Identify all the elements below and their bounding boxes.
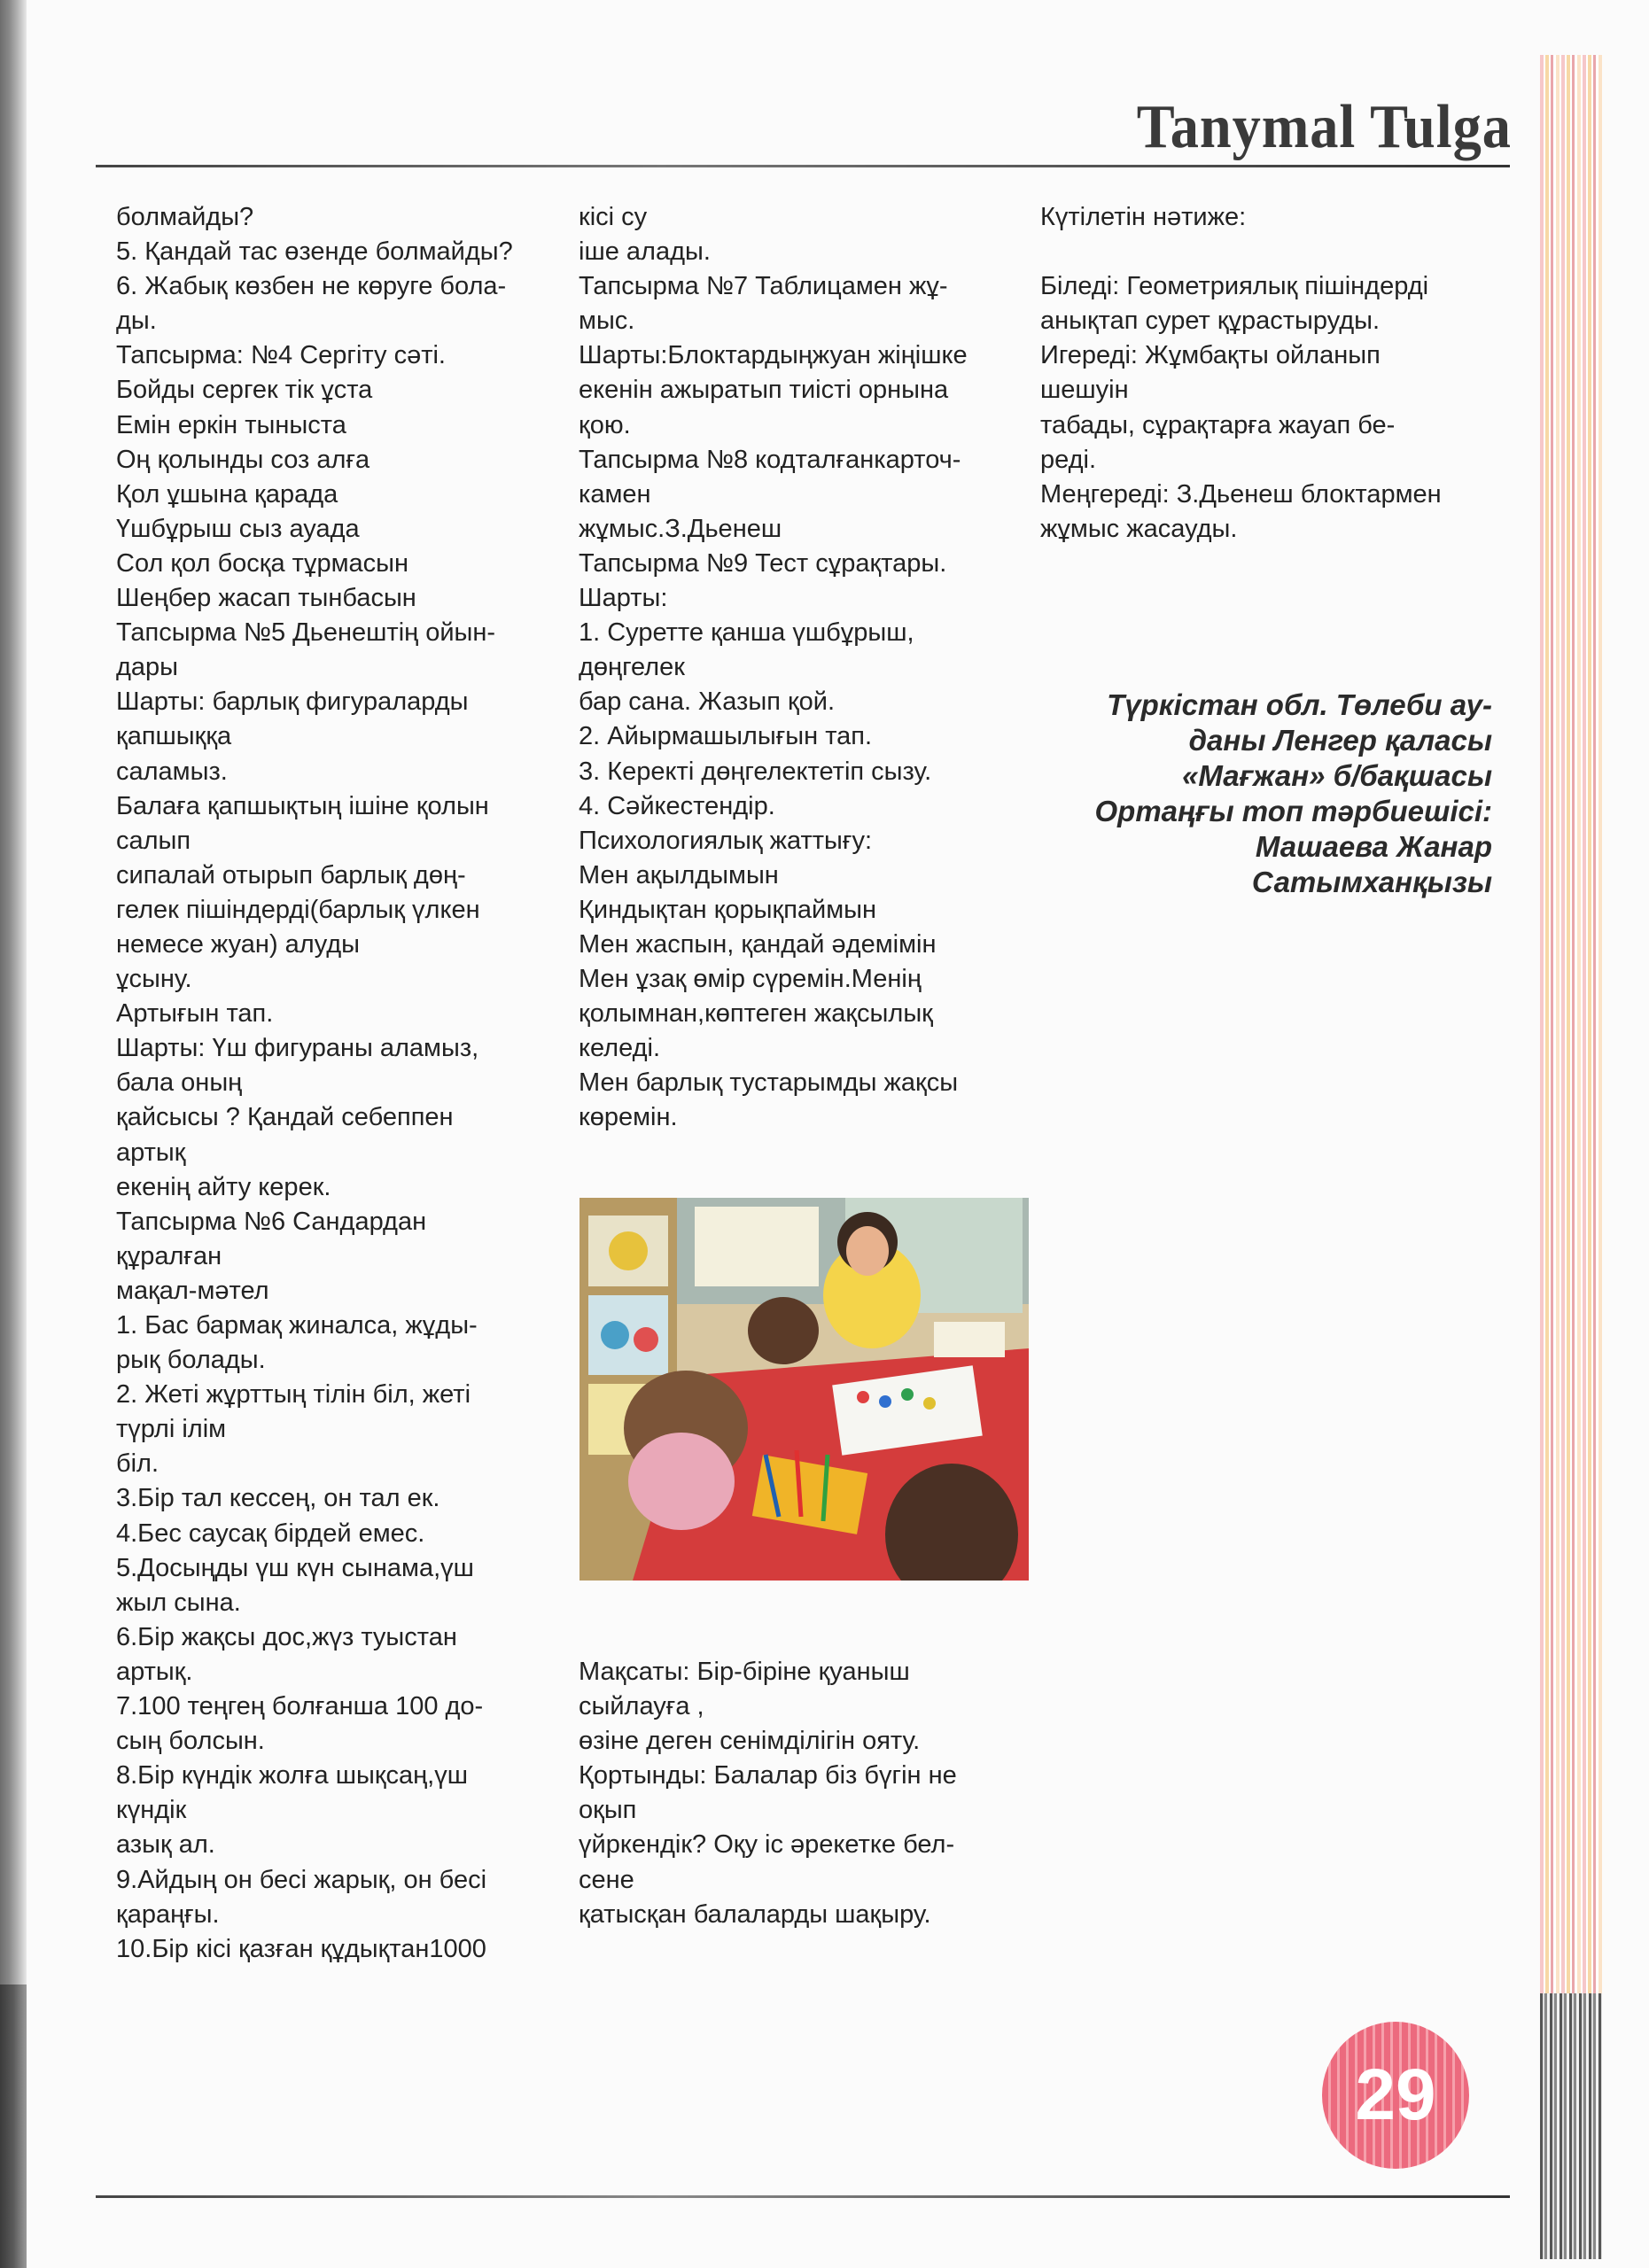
text-line: 7.100 теңгең болғанша 100 до-: [116, 1692, 484, 1721]
decorative-stripes-dark: [1540, 1993, 1602, 2259]
text-line: Балаға қапшықтың ішіне қолын: [116, 791, 489, 820]
text-line: үйркендік? Оқу іс әрекетке бел-: [579, 1830, 955, 1860]
classroom-photo-illustration: [579, 1198, 1029, 1581]
text-line: қапшыққа: [116, 722, 232, 751]
text-line: салып: [116, 826, 191, 855]
footer-divider: [96, 2195, 1510, 2198]
text-line: Меңгереді: З.Дьенеш блоктармен: [1040, 479, 1442, 509]
text-line: сыйлауға ,: [579, 1692, 704, 1721]
text-line: түрлі ілім: [116, 1415, 227, 1444]
text-line: Күтілетін нәтиже:: [1040, 203, 1247, 231]
header-divider: [96, 165, 1510, 167]
decorative-stripes: [1540, 55, 1602, 2004]
text-line: мақал-мәтел: [116, 1276, 269, 1305]
text-line: Игереді: Жұмбақты ойланып: [1040, 341, 1381, 370]
text-line: 1. Суретте қанша үшбұрыш,: [579, 618, 914, 648]
text-line: дөңгелек: [579, 653, 685, 682]
text-line: 3.Бір тал кессең, он тал ек.: [116, 1484, 440, 1513]
text-line: немесе жуан) алуды: [116, 929, 361, 959]
text-line: камен: [579, 479, 651, 509]
text-line: іше алады.: [579, 237, 711, 267]
text-line: Тапсырма №7 Таблицамен жұ-: [579, 272, 948, 301]
text-line: кісі су: [579, 203, 648, 231]
text-line: сипалай отырып барлық дөң-: [116, 860, 466, 889]
text-line: жұмыс.З.Дьенеш: [579, 514, 782, 543]
text-line: 4.Бес саусақ бірдей емес.: [116, 1518, 425, 1548]
text-line: қайсысы ? Қандай себеппен: [116, 1103, 454, 1132]
text-line: Тапсырма: №4 Сергіту сәті.: [116, 341, 446, 370]
text-line: реді.: [1040, 445, 1097, 474]
text-line: болмайды?: [116, 203, 254, 231]
text-line: Оң қолынды соз алға: [116, 445, 370, 474]
text-line: біл.: [116, 1449, 159, 1479]
text-line: 9.Айдың он бесі жарық, он бесі: [116, 1865, 487, 1894]
text-line: Емін еркін тыныста: [116, 410, 346, 439]
text-line: Шарты:: [579, 584, 668, 613]
text-line: табады, сұрақтарға жауап бе-: [1040, 410, 1396, 439]
text-line: Тапсырма №5 Дьенештің ойын-: [116, 618, 496, 648]
text-line: Артығын тап.: [116, 999, 274, 1029]
signature-line: Сатымханқызы: [1251, 866, 1492, 898]
text-line: Қиндықтан қорықпаймын: [579, 895, 877, 924]
text-line: Тапсырма №9 Тест сұрақтары.: [579, 548, 947, 578]
text-line: көремін.: [579, 1103, 678, 1132]
text-line: 3. Керекті дөңгелектетіп сызу.: [579, 757, 932, 786]
text-line: Үшбұрыш сыз ауада: [116, 514, 360, 543]
signature-line: Түркістан обл. Төлеби ау-: [1107, 688, 1492, 721]
text-line: 6. Жабық көзбен не көруге бола-: [116, 272, 507, 301]
text-line: сың болсын.: [116, 1727, 265, 1756]
text-line: ұсыну.: [116, 965, 192, 994]
signature-line: Ортаңғы топ тәрбиешісі:: [1094, 795, 1492, 827]
text-line: 1. Бас бармақ жиналса, жұды-: [116, 1311, 478, 1340]
classroom-photo: [579, 1198, 1029, 1581]
text-line: Бойды сергек тік ұста: [116, 376, 373, 405]
text-line: мыс.: [579, 307, 635, 336]
text-column-2-top: [579, 200, 1031, 1136]
text-line: артық: [116, 1138, 186, 1167]
text-column-1: [116, 200, 568, 1967]
magazine-title: Tanymal Tulga: [1136, 93, 1512, 161]
text-line: дары: [116, 653, 179, 682]
signature-line: Машаева Жанар: [1255, 830, 1492, 863]
text-line: жұмыс жасауды.: [1040, 514, 1238, 543]
text-line: қараңғы.: [116, 1899, 220, 1929]
text-line: саламыз.: [116, 757, 228, 786]
text-line: Сол қол босқа тұрмасын: [116, 548, 409, 578]
text-line: Мен барлық тустарымды жақсы: [579, 1068, 959, 1098]
signature-line: «Мағжан» б/бақшасы: [1182, 759, 1492, 792]
text-line: 8.Бір күндік жолға шықсаң,үш: [116, 1761, 468, 1790]
text-line: Шарты:Блоктардыңжуан жіңішке: [579, 341, 968, 370]
text-line: екенін ажыратып тиісті орнына: [579, 376, 949, 405]
text-line: өзіне деген сенімділігін ояту.: [579, 1727, 921, 1756]
text-line: сене: [579, 1865, 634, 1894]
text-line: гелек пішіндерді(барлық үлкен: [116, 895, 480, 924]
text-line: 6.Бір жақсы дос,жүз туыстан: [116, 1622, 457, 1651]
text-line: оқып: [579, 1796, 637, 1825]
text-line: Қол ұшына қарада: [116, 479, 338, 509]
text-line: [1040, 235, 1501, 269]
text-line: 5.Досыңды үш күн сынама,үш: [116, 1553, 474, 1582]
text-line: 2. Жеті жұрттың тілін біл, жеті: [116, 1380, 471, 1410]
text-line: жыл сына.: [116, 1588, 241, 1617]
text-line: қатысқан балаларды шақыру.: [579, 1899, 931, 1929]
text-line: 4. Сәйкестендір.: [579, 791, 775, 820]
text-line: 2. Айырмашылығын тап.: [579, 722, 873, 751]
text-line: Тапсырма №6 Сандардан: [116, 1207, 427, 1236]
page-number-badge: 29: [1322, 2022, 1469, 2169]
text-line: Шарты: Үш фигураны аламыз,: [116, 1034, 479, 1063]
text-line: Біледі: Геометриялық пішіндерді: [1040, 272, 1429, 301]
text-line: Шеңбер жасап тынбасын: [116, 584, 416, 613]
text-line: бар сана. Жазып қой.: [579, 687, 836, 717]
text-column-2-bottom: [579, 1655, 1031, 1932]
text-line: бала оның: [116, 1068, 243, 1098]
text-line: Қортынды: Балалар біз бүгін не: [579, 1761, 957, 1790]
text-line: Мен жаспын, қандай әдемімін: [579, 929, 937, 959]
page-binding-edge: [0, 0, 27, 2268]
text-line: келеді.: [579, 1034, 661, 1063]
text-line: Тапсырма №8 кодталғанкарточ-: [579, 445, 961, 474]
text-line: шешуін: [1040, 376, 1129, 405]
text-line: екенің айту керек.: [116, 1172, 331, 1201]
text-line: Мақсаты: Бір-біріне қуаныш: [579, 1658, 910, 1686]
text-line: артық.: [116, 1657, 193, 1686]
signature-line: даны Ленгер қаласы: [1188, 724, 1492, 757]
author-signature: [1040, 687, 1492, 900]
text-line: Психологиялық жаттығу:: [579, 826, 873, 855]
page-binding-edge-lower: [0, 1984, 27, 2268]
text-line: азық ал.: [116, 1830, 215, 1860]
text-line: 10.Бір кісі қазған құдықтан1000: [116, 1934, 486, 1963]
text-line: 5. Қандай тас өзенде болмайды?: [116, 237, 513, 267]
text-line: Мен ақылдымын: [579, 860, 779, 889]
text-line: Мен ұзақ өмір сүремін.Менің: [579, 965, 922, 994]
text-line: қолымнан,көптеген жақсылық: [579, 999, 933, 1029]
text-line: құралған: [116, 1241, 222, 1270]
text-line: Шарты: барлық фигураларды: [116, 687, 469, 717]
text-line: күндік: [116, 1796, 187, 1825]
text-line: рық болады.: [116, 1346, 266, 1375]
text-line: анықтап сурет құрастыруды.: [1040, 307, 1381, 336]
text-column-2: [579, 200, 1031, 1136]
text-column-3: [1040, 200, 1501, 547]
text-line: ды.: [116, 307, 157, 336]
text-line: қою.: [579, 410, 631, 439]
